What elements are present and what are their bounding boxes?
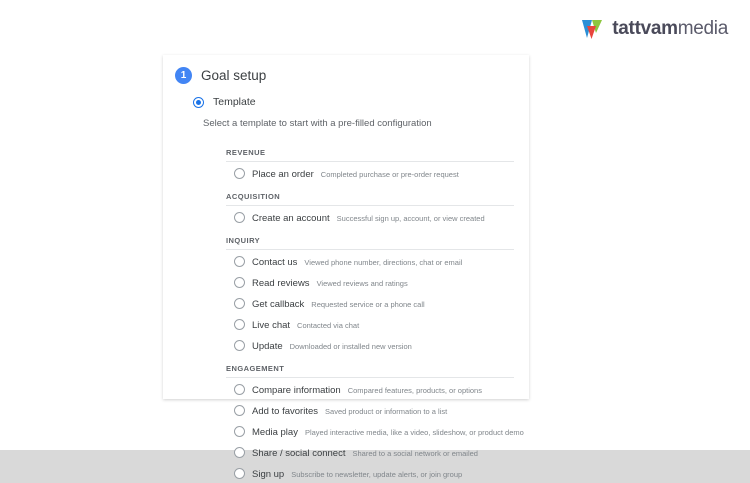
list-item[interactable] xyxy=(226,271,514,292)
list-item[interactable] xyxy=(226,378,514,399)
option-label: Live chat xyxy=(252,320,291,331)
brand-name-secondary: media xyxy=(677,18,728,39)
option-label: Compare information xyxy=(252,385,341,396)
list-item[interactable] xyxy=(226,206,514,227)
template-radio-label: Template xyxy=(213,96,256,108)
option-radio-icon[interactable] xyxy=(234,319,245,330)
option-radio-icon[interactable] xyxy=(234,384,245,395)
group-heading: REVENUE xyxy=(226,148,266,157)
goal-setup-panel xyxy=(163,55,529,480)
option-description: Played interactive media, like a video, slideshow, or product demo xyxy=(304,428,524,437)
option-label: Read reviews xyxy=(252,278,310,289)
list-item[interactable] xyxy=(226,399,514,420)
option-description: Successful sign up, account, or view created xyxy=(336,214,485,223)
list-item[interactable] xyxy=(226,462,514,483)
option-radio-icon[interactable] xyxy=(234,168,245,179)
option-description: Completed purchase or pre-order request xyxy=(320,170,459,179)
option-label: Create an account xyxy=(252,213,330,224)
group-heading: ACQUISITION xyxy=(226,192,281,201)
template-radio-icon[interactable] xyxy=(193,97,204,108)
option-radio-icon[interactable] xyxy=(234,426,245,437)
option-radio-icon[interactable] xyxy=(234,447,245,458)
brand-logo xyxy=(579,16,728,42)
list-item[interactable] xyxy=(226,250,514,271)
step-number-badge: 1 xyxy=(175,67,192,84)
option-radio-icon[interactable] xyxy=(234,405,245,416)
option-label: Contact us xyxy=(252,257,298,268)
option-description: Downloaded or installed new version xyxy=(289,342,412,351)
list-item[interactable] xyxy=(226,162,514,183)
list-item[interactable] xyxy=(226,334,514,355)
option-label: Share / social connect xyxy=(252,448,346,459)
option-label: Get callback xyxy=(252,299,305,310)
template-group-list xyxy=(226,139,524,483)
option-radio-icon[interactable] xyxy=(234,468,245,479)
list-item[interactable] xyxy=(226,292,514,313)
template-radio-option[interactable] xyxy=(193,96,529,108)
panel-description: Select a template to start with a pre-filled configuration xyxy=(203,118,432,129)
page-title: Goal setup xyxy=(201,68,267,83)
option-description: Requested service or a phone call xyxy=(311,300,425,309)
group-heading: ENGAGEMENT xyxy=(226,364,285,373)
option-label: Place an order xyxy=(252,169,314,180)
list-item[interactable] xyxy=(226,313,514,334)
option-description: Compared features, products, or options xyxy=(347,386,482,395)
option-radio-icon[interactable] xyxy=(234,340,245,351)
option-label: Sign up xyxy=(252,469,285,480)
option-description: Shared to a social network or emailed xyxy=(352,449,478,458)
list-item[interactable] xyxy=(226,420,524,441)
template-group xyxy=(226,139,514,183)
group-heading: INQUIRY xyxy=(226,236,261,245)
option-label: Update xyxy=(252,341,283,352)
option-radio-icon[interactable] xyxy=(234,298,245,309)
brand-name-primary: tattvam xyxy=(612,18,678,39)
panel-accent-bar xyxy=(163,55,166,399)
option-label: Add to favorites xyxy=(252,406,319,417)
brand-name xyxy=(612,18,728,40)
option-description: Viewed phone number, directions, chat or email xyxy=(304,258,463,267)
template-group xyxy=(226,227,514,355)
list-item[interactable] xyxy=(226,441,514,462)
option-radio-icon[interactable] xyxy=(234,212,245,223)
option-description: Viewed reviews and ratings xyxy=(316,279,408,288)
option-radio-icon[interactable] xyxy=(234,277,245,288)
panel-header xyxy=(163,55,529,84)
option-description: Saved product or information to a list xyxy=(325,407,448,416)
template-group xyxy=(226,183,514,227)
option-radio-icon[interactable] xyxy=(234,256,245,267)
tattvam-logo-icon xyxy=(579,16,605,42)
option-description: Subscribe to newsletter, update alerts, or join group xyxy=(291,470,463,479)
template-group xyxy=(226,355,524,483)
option-description: Contacted via chat xyxy=(297,321,360,330)
option-label: Media play xyxy=(252,427,298,438)
